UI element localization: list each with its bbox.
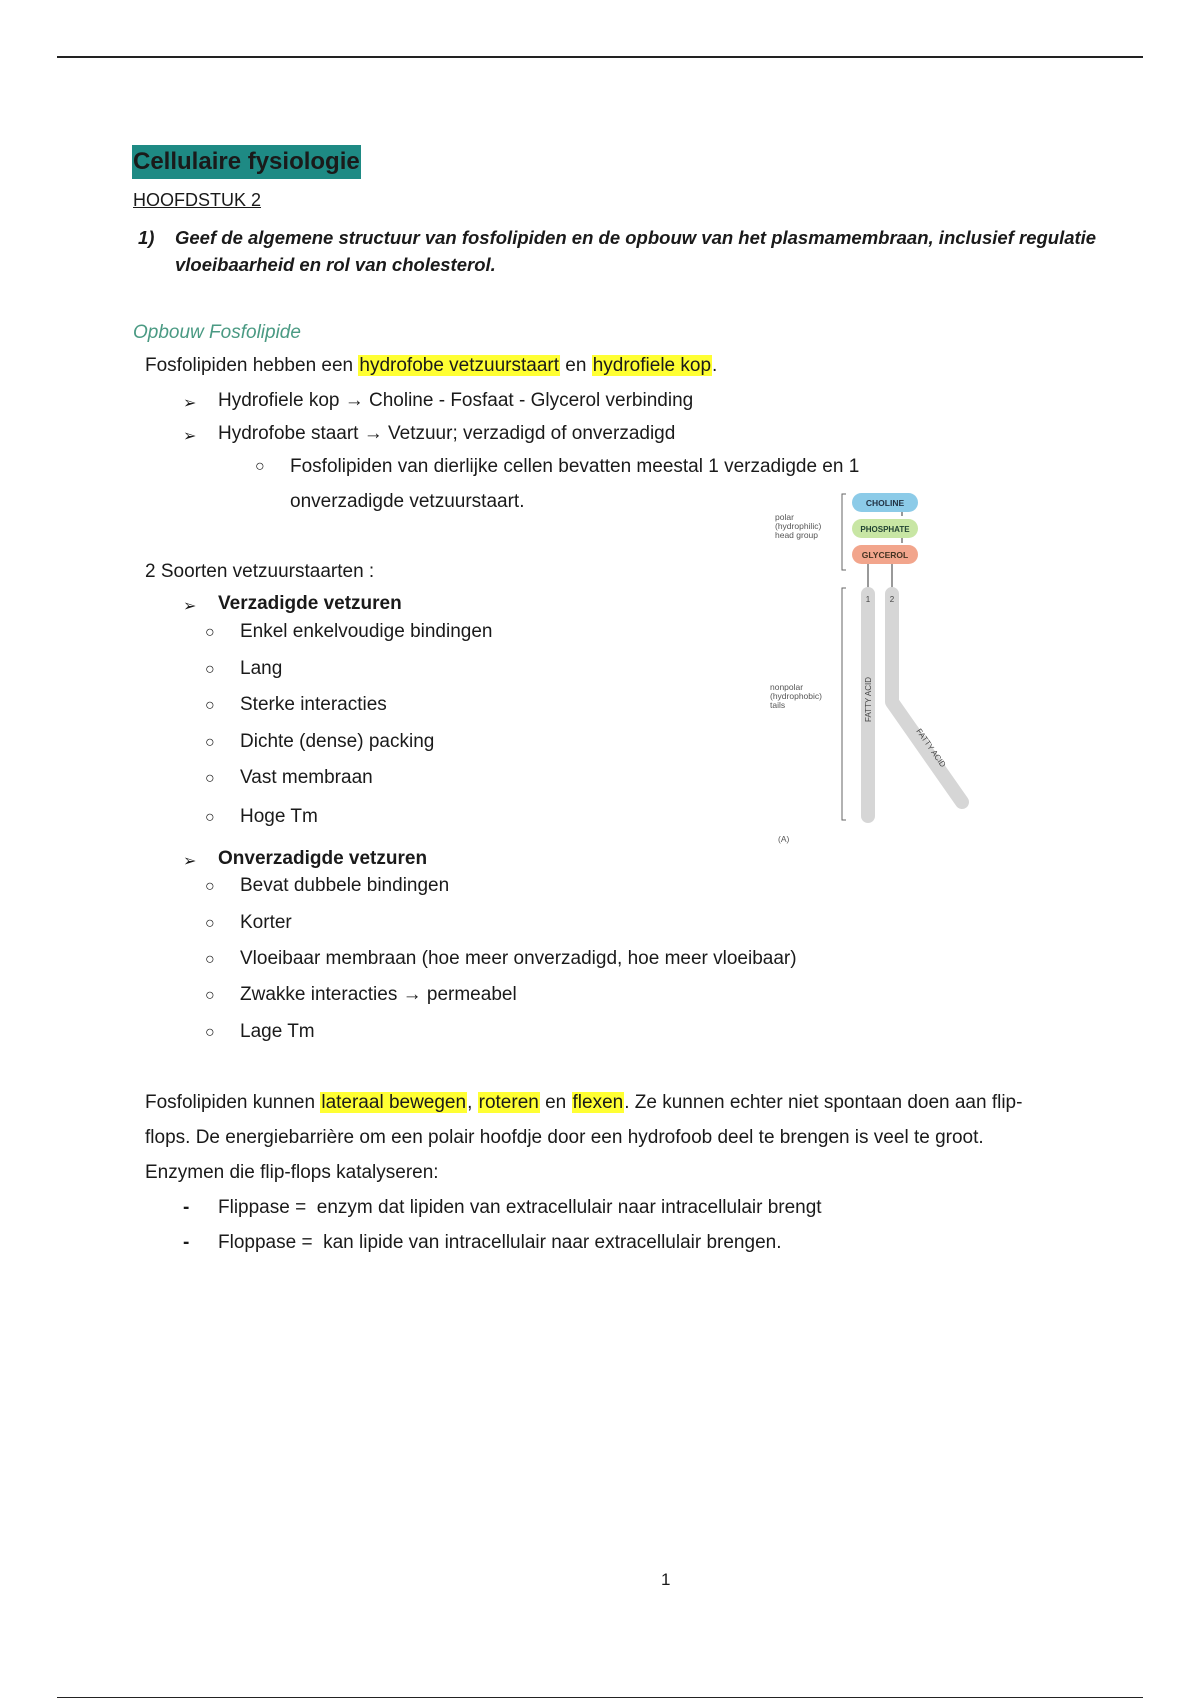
- enzyme-floppase: [218, 1232, 781, 1254]
- list-item: Lage Tm: [240, 1021, 315, 1042]
- list-item: Sterke interacties: [240, 694, 387, 715]
- list-item: Vast membraan: [240, 767, 373, 788]
- circle-bullet-icon: ○: [205, 770, 215, 787]
- circle-bullet-icon: ○: [205, 951, 215, 968]
- movement-line2: flops. De energiebarrière om een polair hoofdje door een hydrofoob deel te brengen is veel te groot.: [145, 1127, 984, 1148]
- sub-item-line1: Fosfolipiden van dierlijke cellen bevatten meestal 1 verzadigde en 1: [290, 456, 860, 477]
- arrow-bullet-icon: ➢: [183, 853, 197, 870]
- chapter-heading: HOOFDSTUK 2: [133, 190, 262, 210]
- circle-bullet-icon: ○: [205, 878, 215, 895]
- movement-line3: Enzymen die flip-flops katalyseren:: [145, 1162, 439, 1183]
- tail-label-line1: nonpolar: [770, 682, 804, 692]
- list-item: Hydrofobe staart → Vetzuur; verzadigd of onverzadigd: [218, 423, 676, 444]
- enzyme-flippase: [218, 1197, 822, 1219]
- dash-bullet-icon: -: [183, 1232, 190, 1253]
- head-label-line3: head group: [775, 530, 819, 540]
- head-label-line2: (hydrophilic): [775, 521, 822, 531]
- movement-sep1: ,: [467, 1092, 478, 1113]
- highlight-hydrophilic-head: hydrofiele kop: [592, 355, 712, 376]
- unsaturated-tail: [889, 594, 962, 802]
- tail-2-label: FATTY ACID: [914, 726, 948, 770]
- tail-label-line3: tails: [770, 700, 786, 710]
- arrow-bullet-icon: ➢: [183, 395, 197, 412]
- question-text: Geef de algemene structuur van fosfolipiden en de opbouw van het plasmamembraan, inclusief regulatie vloeibaarheid en rol van cholesterol.: [175, 227, 1097, 275]
- tail-bracket: [842, 588, 846, 820]
- arrow-bullet-icon: ➢: [183, 428, 197, 445]
- section-heading: Opbouw Fosfolipide: [133, 322, 301, 343]
- enzyme-name: Flippase =: [218, 1197, 307, 1218]
- enzyme-name: Floppase =: [218, 1232, 313, 1253]
- figure-caption: (A): [778, 834, 790, 844]
- circle-bullet-icon: ○: [205, 1024, 215, 1041]
- list-item: Dichte (dense) packing: [240, 731, 435, 752]
- list-item: Zwakke interacties → permeabel: [240, 984, 517, 1005]
- list-item: Enkel enkelvoudige bindingen: [240, 621, 493, 642]
- highlight-flex: flexen: [572, 1092, 624, 1113]
- question-number: 1): [138, 227, 155, 248]
- unsaturated-heading: Onverzadigde vetzuren: [218, 848, 428, 869]
- arrow-bullet-icon: ➢: [183, 598, 197, 615]
- phosphate-label: PHOSPHATE: [860, 525, 910, 534]
- movement-paragraph: [145, 1092, 1022, 1114]
- head-bracket: [842, 494, 846, 570]
- circle-bullet-icon: ○: [255, 458, 265, 475]
- intro-mid: en: [560, 355, 592, 376]
- list-item: Vloeibaar membraan (hoe meer onverzadigd, hoe meer vloeibaar): [240, 948, 797, 969]
- circle-bullet-icon: ○: [205, 809, 215, 826]
- enzyme-desc: enzym dat lipiden van extracellulair naar intracellulair brengt: [316, 1197, 822, 1218]
- movement-sep2: en: [539, 1092, 572, 1113]
- circle-bullet-icon: ○: [205, 624, 215, 641]
- glycerol-label: GLYCEROL: [861, 550, 909, 560]
- circle-bullet-icon: ○: [205, 915, 215, 932]
- movement-suffix: . Ze kunnen echter niet spontaan doen aan flip-: [624, 1092, 1023, 1113]
- phospholipid-figure: [770, 488, 990, 848]
- circle-bullet-icon: ○: [205, 661, 215, 678]
- list-item: Bevat dubbele bindingen: [240, 875, 450, 896]
- tail-1-label: FATTY ACID: [864, 676, 873, 722]
- sub-item-line2: onverzadigde vetzuurstaart.: [290, 491, 525, 512]
- highlight-hydrophobic-tail: hydrofobe vetzuurstaart: [359, 355, 560, 376]
- list-item: Hoge Tm: [240, 806, 318, 827]
- tail-2-number: 2: [889, 595, 895, 604]
- list-item: Lang: [240, 658, 283, 679]
- list-item: Hydrofiele kop → Choline - Fosfaat - Glycerol verbinding: [218, 390, 694, 411]
- intro-suffix: .: [712, 355, 718, 376]
- highlight-lateral: lateraal bewegen: [321, 1092, 467, 1113]
- types-intro: 2 Soorten vetzuurstaarten :: [145, 561, 375, 582]
- page-title: Cellulaire fysiologie: [132, 145, 361, 179]
- head-label-line1: polar: [775, 512, 794, 522]
- circle-bullet-icon: ○: [205, 987, 215, 1004]
- circle-bullet-icon: ○: [205, 697, 215, 714]
- circle-bullet-icon: ○: [205, 734, 215, 751]
- intro-prefix: Fosfolipiden hebben een: [145, 355, 359, 376]
- list-item: Korter: [240, 912, 292, 933]
- footer-rule: [57, 1697, 1143, 1698]
- highlight-rotate: roteren: [478, 1092, 539, 1113]
- question-1: [138, 224, 1138, 278]
- intro-paragraph: [145, 355, 717, 377]
- movement-prefix: Fosfolipiden kunnen: [145, 1092, 321, 1113]
- tail-label-line2: (hydrophobic): [770, 691, 822, 701]
- saturated-heading: Verzadigde vetzuren: [218, 593, 402, 614]
- tail-1-number: 1: [865, 595, 871, 604]
- page-number: 1: [661, 1570, 671, 1589]
- header-rule: [57, 56, 1143, 58]
- dash-bullet-icon: -: [183, 1197, 190, 1218]
- choline-label: CHOLINE: [865, 498, 905, 508]
- enzyme-desc: kan lipide van intracellulair naar extracellulair brengen.: [323, 1232, 782, 1253]
